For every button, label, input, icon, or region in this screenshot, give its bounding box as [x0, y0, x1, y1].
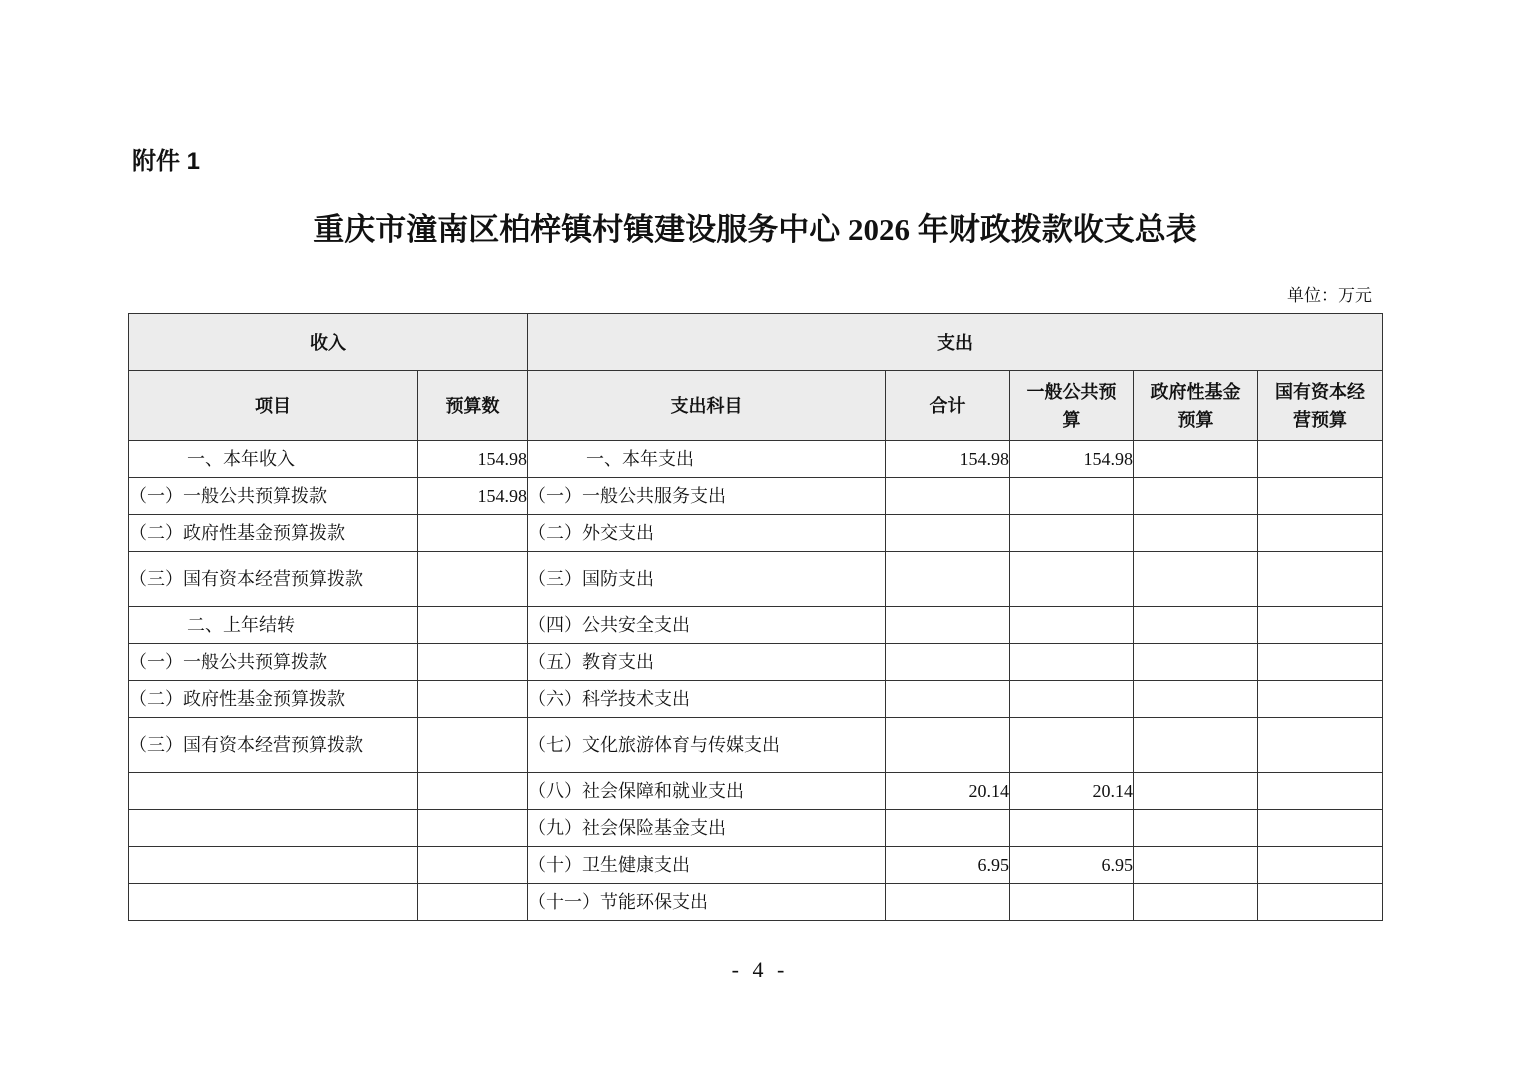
- budget-table: [128, 313, 1383, 921]
- income-item-cell: [129, 810, 418, 847]
- state-capital-budget-column-header: 国有资本经营预算: [1258, 371, 1383, 441]
- expense-item-column-header: 支出科目: [528, 371, 886, 441]
- general-budget-cell: [1010, 644, 1134, 681]
- table-row: [129, 681, 1383, 718]
- general-budget-cell: 20.14: [1010, 773, 1134, 810]
- state-capital-budget-cell: [1258, 607, 1383, 644]
- total-cell: 6.95: [886, 847, 1010, 884]
- state-capital-budget-cell: [1258, 552, 1383, 607]
- fund-budget-cell: [1134, 441, 1258, 478]
- state-capital-budget-cell: [1258, 810, 1383, 847]
- state-capital-budget-cell: [1258, 478, 1383, 515]
- general-budget-cell: 154.98: [1010, 441, 1134, 478]
- general-budget-cell: [1010, 718, 1134, 773]
- income-item-cell: [129, 847, 418, 884]
- table-row: [129, 441, 1383, 478]
- fund-budget-cell: [1134, 607, 1258, 644]
- expense-item-cell: （九）社会保险基金支出: [528, 810, 886, 847]
- expense-item-cell: （二）外交支出: [528, 515, 886, 552]
- fund-budget-cell: [1134, 884, 1258, 921]
- fund-budget-cell: [1134, 478, 1258, 515]
- table-row: [129, 552, 1383, 607]
- income-item-cell: （一）一般公共预算拨款: [129, 478, 418, 515]
- income-budget-cell: [418, 607, 528, 644]
- general-budget-column-header: 一般公共预算: [1010, 371, 1134, 441]
- income-budget-cell: [418, 681, 528, 718]
- total-cell: [886, 810, 1010, 847]
- total-cell: 154.98: [886, 441, 1010, 478]
- income-item-cell: （二）政府性基金预算拨款: [129, 515, 418, 552]
- expense-item-cell: 一、本年支出: [528, 441, 886, 478]
- expense-item-cell: （十一）节能环保支出: [528, 884, 886, 921]
- income-budget-cell: [418, 810, 528, 847]
- expense-item-cell: （一）一般公共服务支出: [528, 478, 886, 515]
- table-row: [129, 607, 1383, 644]
- fund-budget-cell: [1134, 718, 1258, 773]
- fund-budget-cell: [1134, 644, 1258, 681]
- income-budget-cell: [418, 773, 528, 810]
- state-capital-budget-cell: [1258, 515, 1383, 552]
- page-number: - 4 -: [731, 957, 789, 982]
- total-cell: [886, 718, 1010, 773]
- income-item-cell: （二）政府性基金预算拨款: [129, 681, 418, 718]
- total-cell: [886, 681, 1010, 718]
- state-capital-budget-cell: [1258, 718, 1383, 773]
- column-header-row: [129, 371, 1383, 441]
- total-cell: [886, 515, 1010, 552]
- expense-item-cell: （六）科学技术支出: [528, 681, 886, 718]
- total-cell: 20.14: [886, 773, 1010, 810]
- attachment-label: 附件 1: [132, 148, 201, 175]
- unit-label: 单位：万元: [1287, 286, 1372, 305]
- table-row: [129, 718, 1383, 773]
- income-item-cell: （一）一般公共预算拨款: [129, 644, 418, 681]
- expense-item-cell: （三）国防支出: [528, 552, 886, 607]
- income-budget-cell: 154.98: [418, 478, 528, 515]
- total-cell: [886, 552, 1010, 607]
- fund-budget-cell: [1134, 847, 1258, 884]
- income-item-cell: （三）国有资本经营预算拨款: [129, 718, 418, 773]
- total-cell: [886, 607, 1010, 644]
- income-budget-cell: [418, 884, 528, 921]
- state-capital-budget-cell: [1258, 847, 1383, 884]
- total-cell: [886, 884, 1010, 921]
- income-budget-cell: [418, 515, 528, 552]
- general-budget-cell: 6.95: [1010, 847, 1134, 884]
- state-capital-budget-cell: [1258, 681, 1383, 718]
- general-budget-cell: [1010, 810, 1134, 847]
- income-item-cell: [129, 773, 418, 810]
- income-item-cell: （三）国有资本经营预算拨款: [129, 552, 418, 607]
- item-column-header: 项目: [129, 371, 418, 441]
- income-budget-cell: [418, 552, 528, 607]
- table-row: [129, 810, 1383, 847]
- general-budget-cell: [1010, 552, 1134, 607]
- group-header-row: [129, 314, 1383, 371]
- total-cell: [886, 478, 1010, 515]
- expense-item-cell: （四）公共安全支出: [528, 607, 886, 644]
- income-budget-cell: 154.98: [418, 441, 528, 478]
- state-capital-budget-cell: [1258, 441, 1383, 478]
- table-row: [129, 478, 1383, 515]
- income-item-cell: [129, 884, 418, 921]
- income-item-cell: 二、上年结转: [129, 607, 418, 644]
- general-budget-cell: [1010, 681, 1134, 718]
- page-title: 重庆市潼南区柏梓镇村镇建设服务中心 2026 年财政拨款收支总表: [313, 212, 1197, 247]
- total-column-header: 合计: [886, 371, 1010, 441]
- fund-budget-cell: [1134, 515, 1258, 552]
- expense-item-cell: （七）文化旅游体育与传媒支出: [528, 718, 886, 773]
- income-budget-cell: [418, 644, 528, 681]
- table-row: [129, 515, 1383, 552]
- table-row: [129, 884, 1383, 921]
- state-capital-budget-cell: [1258, 773, 1383, 810]
- income-group-header: 收入: [129, 314, 528, 371]
- expense-item-cell: （十）卫生健康支出: [528, 847, 886, 884]
- income-item-cell: 一、本年收入: [129, 441, 418, 478]
- fund-budget-cell: [1134, 810, 1258, 847]
- total-cell: [886, 644, 1010, 681]
- general-budget-cell: [1010, 607, 1134, 644]
- budget-column-header: 预算数: [418, 371, 528, 441]
- fund-budget-cell: [1134, 773, 1258, 810]
- expense-item-cell: （八）社会保障和就业支出: [528, 773, 886, 810]
- fund-budget-cell: [1134, 552, 1258, 607]
- expense-group-header: 支出: [528, 314, 1383, 371]
- table-row: [129, 644, 1383, 681]
- income-budget-cell: [418, 718, 528, 773]
- income-budget-cell: [418, 847, 528, 884]
- fund-budget-cell: [1134, 681, 1258, 718]
- table-row: [129, 773, 1383, 810]
- general-budget-cell: [1010, 884, 1134, 921]
- state-capital-budget-cell: [1258, 884, 1383, 921]
- general-budget-cell: [1010, 478, 1134, 515]
- expense-item-cell: （五）教育支出: [528, 644, 886, 681]
- state-capital-budget-cell: [1258, 644, 1383, 681]
- table-row: [129, 847, 1383, 884]
- fund-budget-column-header: 政府性基金预算: [1134, 371, 1258, 441]
- general-budget-cell: [1010, 515, 1134, 552]
